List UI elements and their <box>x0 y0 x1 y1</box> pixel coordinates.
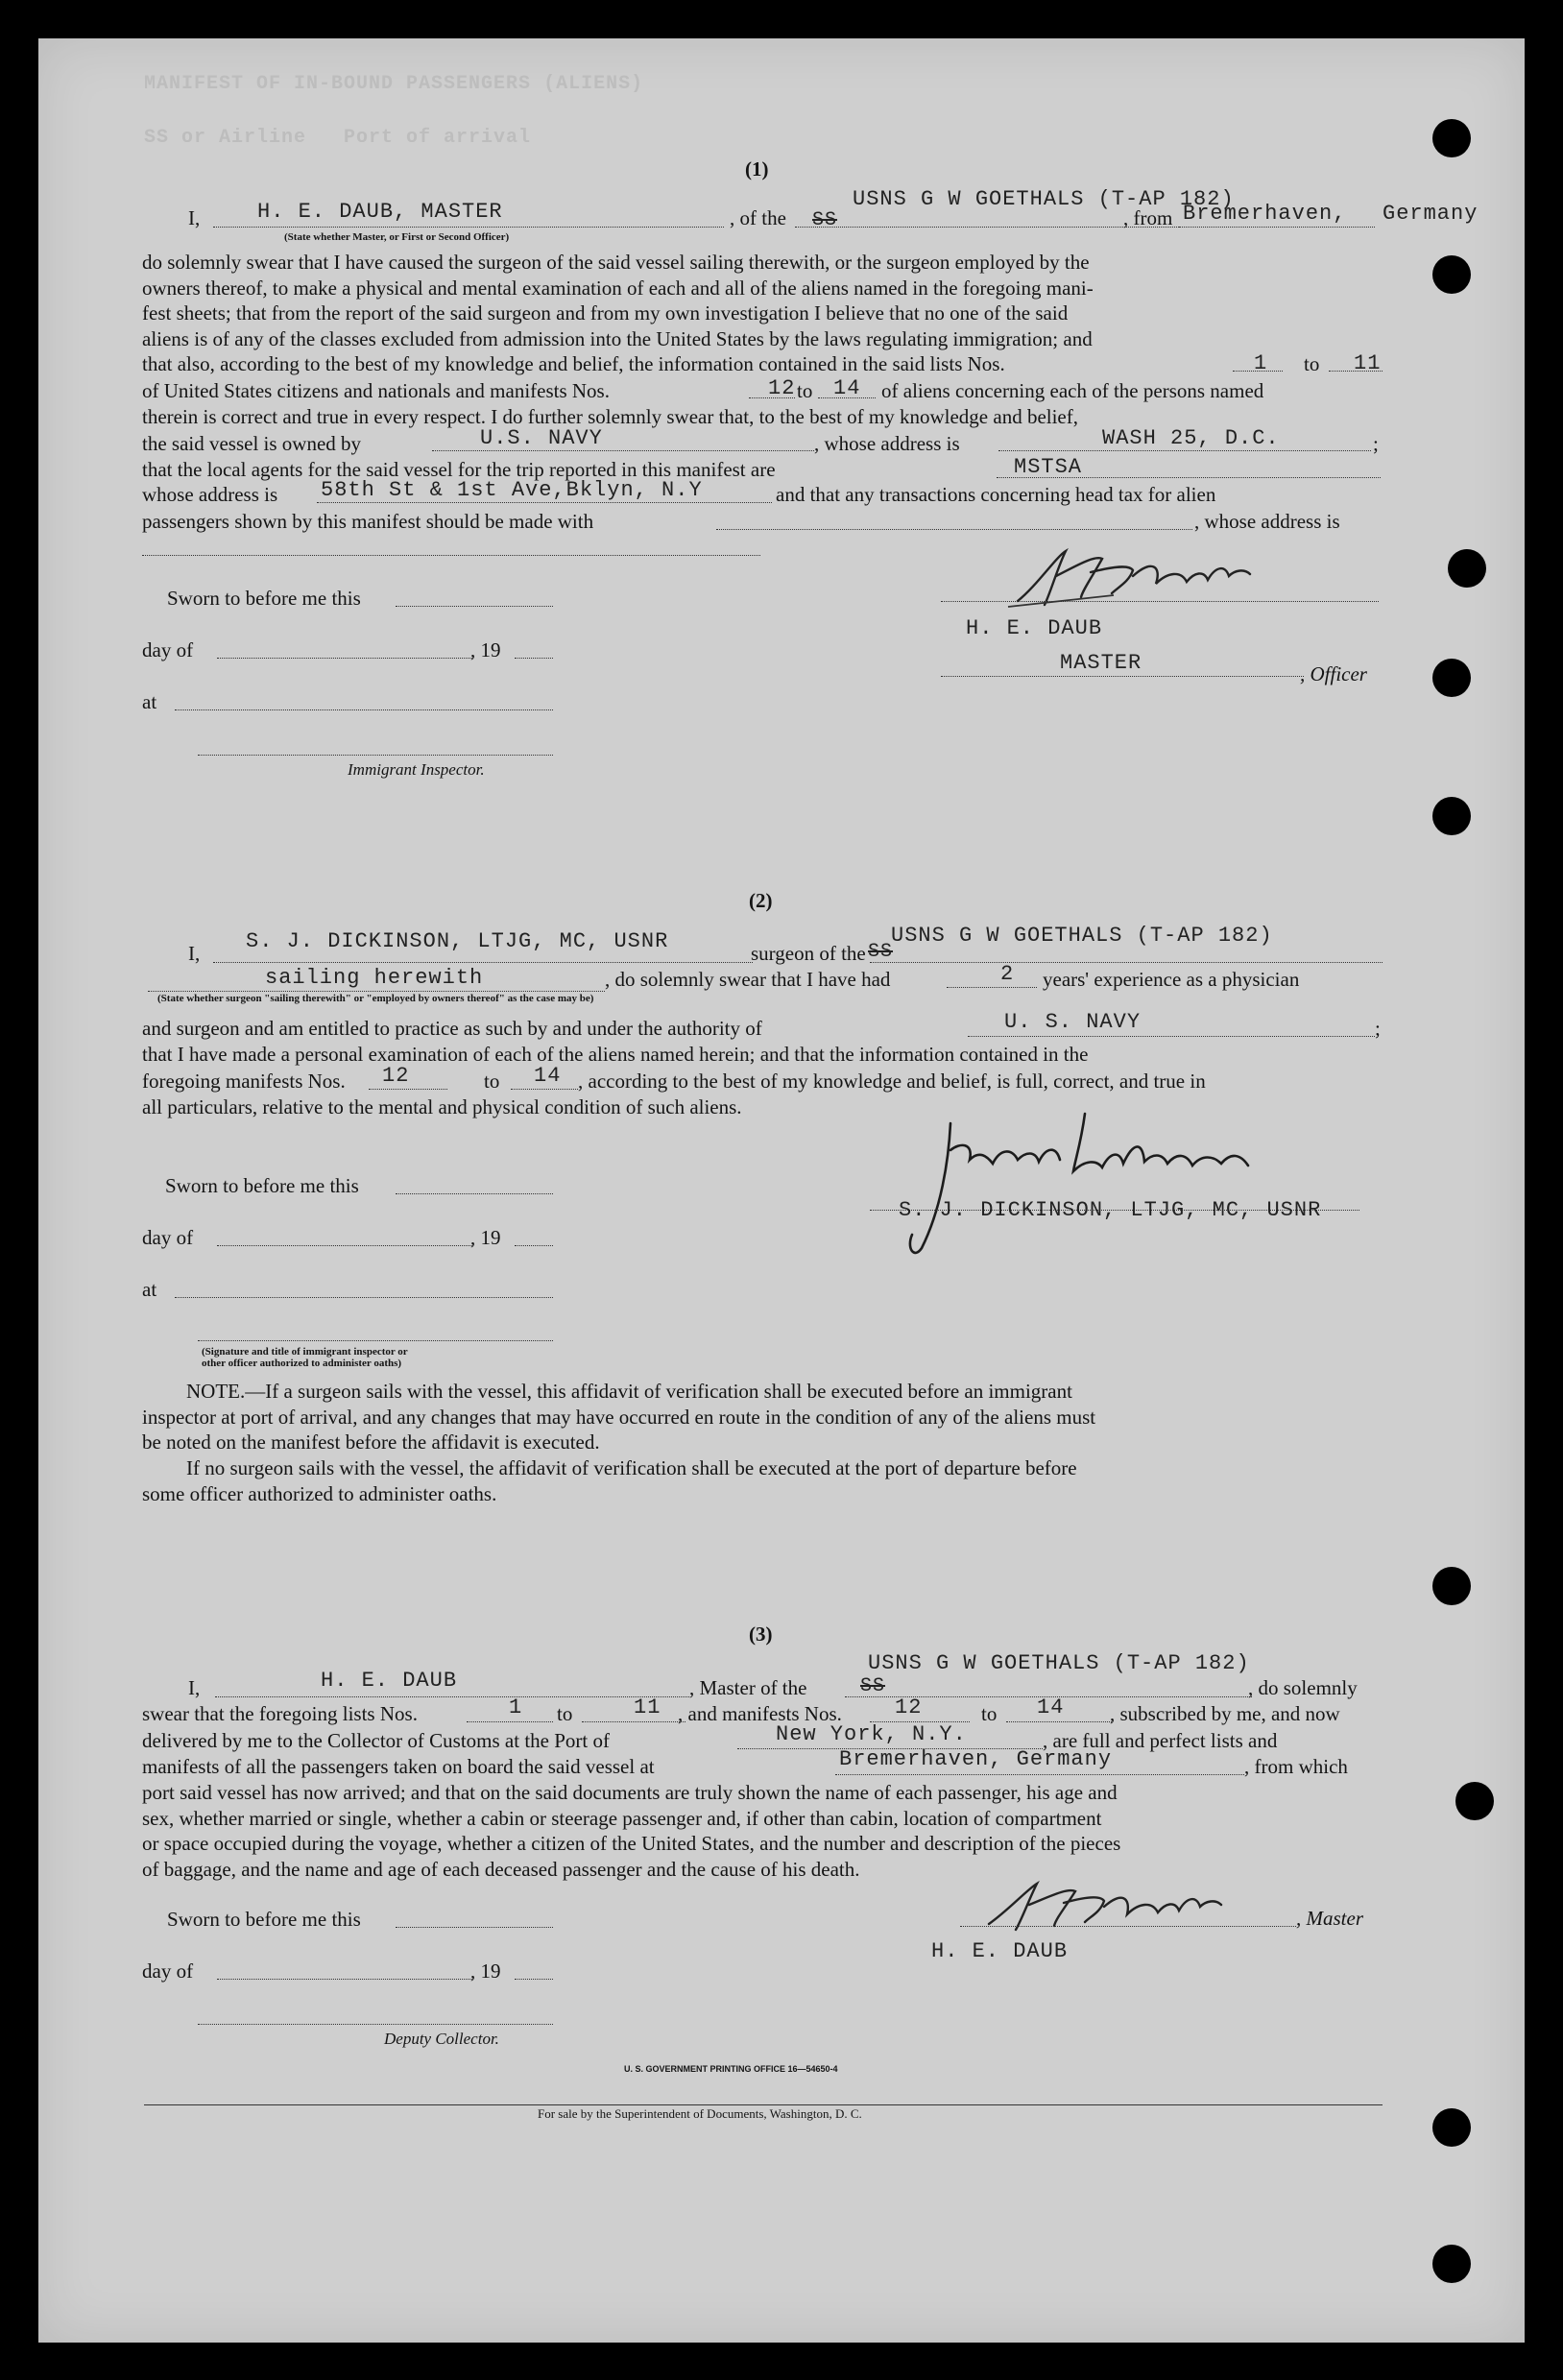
text-label: I, <box>188 206 201 229</box>
paragraph-line: do solemnly swear that I have caused the surgeon of the said vessel sailing therewith, or the surgeon employed by the <box>142 251 1090 274</box>
text-line: , subscribed by me, and now <box>1110 1702 1340 1725</box>
section-number: (2) <box>749 889 773 912</box>
bleed-through-text: MANIFEST OF IN-BOUND PASSENGERS (ALIENS) <box>144 73 644 95</box>
text-line: manifests of all the passengers taken on board the said vessel at <box>142 1755 655 1778</box>
inspector-label: Immigrant Inspector. <box>348 760 485 779</box>
lists-from-field: 1 <box>509 1695 523 1719</box>
sailing-line <box>148 991 605 992</box>
arrival-port-field: New York, N.Y. <box>776 1722 967 1746</box>
text-label: , and manifests Nos. <box>678 1702 842 1725</box>
oath-paragraph <box>142 1780 1381 1882</box>
punch-hole <box>1448 549 1486 588</box>
vessel-type-struck: SS <box>812 209 838 231</box>
paragraph-line: NOTE.—If a surgeon sails with the vessel, this affidavit of verification shall be executed before an immigrant <box>186 1380 1072 1403</box>
day-line <box>217 1979 472 1980</box>
section-number: (3) <box>749 1623 773 1646</box>
master-signature-line <box>960 1926 1296 1927</box>
text-label: to <box>484 1070 500 1093</box>
field-caption: (State whether surgeon "sailing therewith" or "employed by owners thereof" as the case may be) <box>157 993 594 1004</box>
agents-field: MSTSA <box>1014 455 1083 479</box>
paragraph-line: be noted on the manifest before the affidavit is executed. <box>142 1430 600 1454</box>
text-label: , do solemnly <box>1248 1676 1358 1699</box>
embark-port-field: Bremerhaven, Germany <box>839 1747 1113 1771</box>
text-label: I, <box>188 942 201 965</box>
master-label: , Master <box>1296 1907 1363 1930</box>
year-line <box>515 1979 553 1980</box>
footer-rule <box>144 2104 1383 2105</box>
text-line: , from which <box>1244 1755 1348 1778</box>
surgeon-signature <box>893 1104 1296 1267</box>
manifests-from-field: 12 <box>895 1695 923 1719</box>
field-caption: (State whether Master, or First or Second Officer) <box>284 231 510 243</box>
vessel-name-field: USNS G W GOETHALS (T-AP 182) <box>868 1651 1250 1675</box>
day-line <box>217 658 472 659</box>
master-name-field: H. E. DAUB <box>321 1669 458 1693</box>
text-line: swear that the foregoing lists Nos. <box>142 1702 418 1725</box>
port-line <box>1179 227 1375 228</box>
manifests-to-field: 14 <box>833 376 861 400</box>
years-field: 2 <box>1000 962 1015 986</box>
officer-title-line <box>941 676 1304 677</box>
sworn-line <box>396 606 553 607</box>
text-line: therein is correct and true in every respect. I do further solemnly swear that, to the best of my knowledge and belief, <box>142 405 1078 428</box>
text-label: , 19 <box>470 1959 501 1983</box>
surgeon-name-field: S. J. DICKINSON, LTJG, MC, USNR <box>246 929 669 953</box>
text-label: ; <box>1375 1017 1381 1040</box>
gpo-imprint: U. S. GOVERNMENT PRINTING OFFICE 16—54650-4 <box>624 2064 838 2074</box>
sailing-field: sailing herewith <box>265 966 484 990</box>
note-paragraph <box>142 1379 1381 1455</box>
paragraph-line: of baggage, and the name and age of each deceased passenger and the cause of his death. <box>142 1857 860 1881</box>
manifests-to-field: 14 <box>534 1064 562 1088</box>
sworn-text: Sworn to before me this <box>167 1908 361 1931</box>
owner-address-line <box>998 450 1371 451</box>
officer-label: , Officer <box>1300 662 1367 685</box>
officer-typed-name: H. E. DAUB <box>966 616 1103 640</box>
text-line: , are full and perfect lists and <box>1043 1729 1278 1752</box>
manifests-from-line <box>369 1089 447 1090</box>
text-label: surgeon of the <box>751 942 866 965</box>
paragraph-line: If no surgeon sails with the vessel, the affidavit of verification shall be executed at the port of departure before <box>186 1456 1077 1479</box>
collector-signature-line <box>198 2024 553 2025</box>
section-number: (1) <box>745 157 769 180</box>
collector-label: Deputy Collector. <box>384 2030 499 2048</box>
departure-country-field: Germany <box>1383 202 1479 226</box>
paragraph-line: inspector at port of arrival, and any changes that may have occurred en route in the condition of any of the aliens must <box>142 1405 1096 1429</box>
text-label: I, <box>188 1676 201 1699</box>
sale-notice: For sale by the Superintendent of Documents, Washington, D. C. <box>538 2106 862 2121</box>
master-typed-name: H. E. DAUB <box>931 1939 1069 1963</box>
surgeon-name-line <box>213 962 753 963</box>
paragraph-line: port said vessel has now arrived; and that on the said documents are truly shown the name of each passenger, his age and <box>142 1781 1118 1804</box>
vessel-line <box>795 227 1179 228</box>
text-label: to <box>797 379 813 402</box>
master-name-line <box>215 1696 689 1697</box>
text-line: delivered by me to the Collector of Customs at the Port of <box>142 1729 610 1752</box>
vessel-name-field: USNS G W GOETHALS (T-AP 182) <box>891 924 1273 948</box>
text-line: years' experience as a physician <box>1043 968 1300 991</box>
manifests-to-line <box>511 1089 578 1090</box>
text-line: , according to the best of my knowledge and belief, is full, correct, and true in <box>578 1070 1206 1093</box>
field-caption: other officer authorized to administer oaths) <box>202 1358 402 1369</box>
owner-field: U.S. NAVY <box>480 426 603 450</box>
text-line: and surgeon and am entitled to practice as such by and under the authority of <box>142 1017 762 1040</box>
years-line <box>947 987 1037 988</box>
at-line <box>175 1297 553 1298</box>
officer-signature <box>998 538 1286 614</box>
note-paragraph <box>142 1455 1381 1506</box>
lists-to-field: 11 <box>1354 351 1382 375</box>
officer-signature-line <box>941 601 1379 602</box>
punch-hole <box>1432 1567 1471 1605</box>
paragraph-line: sex, whether married or single, whether a cabin or steerage passenger and, if other than cabin, location of compartment <box>142 1806 1102 1830</box>
paragraph-line: that also, according to the best of my knowledge and belief, the information contained in the said lists Nos. <box>142 352 1005 375</box>
vessel-type-struck: SS <box>860 1675 886 1697</box>
vessel-type-struck: SS <box>868 941 894 963</box>
text-label: , from <box>1123 206 1173 229</box>
text-label: day of <box>142 1959 194 1983</box>
text-label: , 19 <box>470 1226 501 1249</box>
inspector-signature-line <box>198 1340 553 1341</box>
oath-paragraph <box>142 250 1381 377</box>
head-tax-address-line <box>142 555 760 556</box>
text-label: to <box>557 1702 573 1725</box>
embark-line <box>835 1774 1244 1775</box>
text-line: that the local agents for the said vessel for the trip reported in this manifest are <box>142 458 776 481</box>
manifests-from-field: 12 <box>382 1064 410 1088</box>
lists-to-line <box>582 1721 685 1722</box>
vessel-name-field: USNS G W GOETHALS (T-AP 182) <box>853 187 1235 211</box>
owner-address-field: WASH 25, D.C. <box>1102 426 1280 450</box>
punch-hole <box>1432 2108 1471 2147</box>
text-line: passengers shown by this manifest should be made with <box>142 510 594 533</box>
paragraph-line: or space occupied during the voyage, whether a citizen of the United States, and the number and description of the pieces <box>142 1832 1121 1855</box>
paragraph-line: some officer authorized to administer oaths. <box>142 1481 497 1505</box>
lists-to-field: 11 <box>634 1695 661 1719</box>
text-label: at <box>142 690 157 713</box>
manifests-to-line <box>1006 1721 1112 1722</box>
text-line: , do solemnly swear that I have had <box>605 968 891 991</box>
text-line: all particulars, relative to the mental and physical condition of such aliens. <box>142 1095 742 1118</box>
bleed-through-text: SS or Airline Port of arrival <box>144 127 532 149</box>
text-label: to <box>1304 352 1320 375</box>
punch-hole <box>1432 797 1471 835</box>
agent-address-field: 58th St & 1st Ave,Bklyn, N.Y <box>321 478 703 502</box>
at-line <box>175 709 553 710</box>
manifests-to-field: 14 <box>1037 1695 1065 1719</box>
paragraph-line: aliens is of any of the classes excluded from admission into the United States by the laws regulating immigration; and <box>142 326 1093 350</box>
departure-port-field: Bremerhaven, <box>1183 202 1347 226</box>
officer-name-line <box>213 227 724 228</box>
owner-line <box>432 450 814 451</box>
day-line <box>217 1245 472 1246</box>
punch-hole <box>1432 255 1471 294</box>
punch-hole <box>1432 659 1471 697</box>
text-label: , of the <box>730 206 786 229</box>
text-label: at <box>142 1278 157 1301</box>
manifests-from-field: 12 <box>768 376 796 400</box>
text-label: to <box>981 1702 998 1725</box>
text-line: that I have made a personal examination of each of the aliens named herein; and that the information contained in the <box>142 1043 1089 1066</box>
vessel-line <box>870 962 1383 963</box>
punch-hole <box>1455 1782 1494 1820</box>
officer-typed-title: MASTER <box>1060 651 1142 675</box>
text-label: day of <box>142 1226 194 1249</box>
lists-from-line <box>467 1721 553 1722</box>
punch-hole <box>1432 2245 1471 2283</box>
field-caption: (Signature and title of immigrant inspector or <box>202 1346 408 1358</box>
paragraph-line: fest sheets; that from the report of the said surgeon and from my own investigation I believe that no one of the said <box>142 301 1069 325</box>
text-label: , whose address is <box>814 432 960 455</box>
text-label: , Master of the <box>689 1676 807 1699</box>
text-line: of aliens concerning each of the persons named <box>881 379 1264 402</box>
text-label: day of <box>142 638 194 661</box>
paragraph-line: owners thereof, to make a physical and mental examination of each and all of the aliens named in the foregoing mani- <box>142 276 1094 300</box>
year-line <box>515 1245 553 1246</box>
sworn-text: Sworn to before me this <box>165 1174 359 1197</box>
text-label: ; <box>1373 432 1379 455</box>
authority-line <box>968 1036 1375 1037</box>
sworn-line <box>396 1193 553 1194</box>
inspector-signature-line <box>198 755 553 756</box>
agent-address-line <box>317 502 772 503</box>
authority-field: U. S. NAVY <box>1004 1010 1142 1034</box>
officer-name-field: H. E. DAUB, MASTER <box>257 200 503 224</box>
master-signature <box>970 1872 1258 1939</box>
year-line <box>515 658 553 659</box>
text-line: , whose address is <box>1194 510 1340 533</box>
sworn-line <box>396 1927 553 1928</box>
text-line: of United States citizens and nationals and manifests Nos. <box>142 379 610 402</box>
text-label: , 19 <box>470 638 501 661</box>
text-line: whose address is <box>142 483 278 506</box>
head-tax-line <box>716 529 1192 530</box>
punch-hole <box>1432 119 1471 157</box>
sworn-text: Sworn to before me this <box>167 587 361 610</box>
text-line: and that any transactions concerning head tax for alien <box>776 483 1216 506</box>
surgeon-typed-signature: S. J. DICKINSON, LTJG, MC, USNR <box>899 1198 1322 1222</box>
text-line: foregoing manifests Nos. <box>142 1070 346 1093</box>
text-line: the said vessel is owned by <box>142 432 362 455</box>
lists-from-field: 1 <box>1254 351 1268 375</box>
